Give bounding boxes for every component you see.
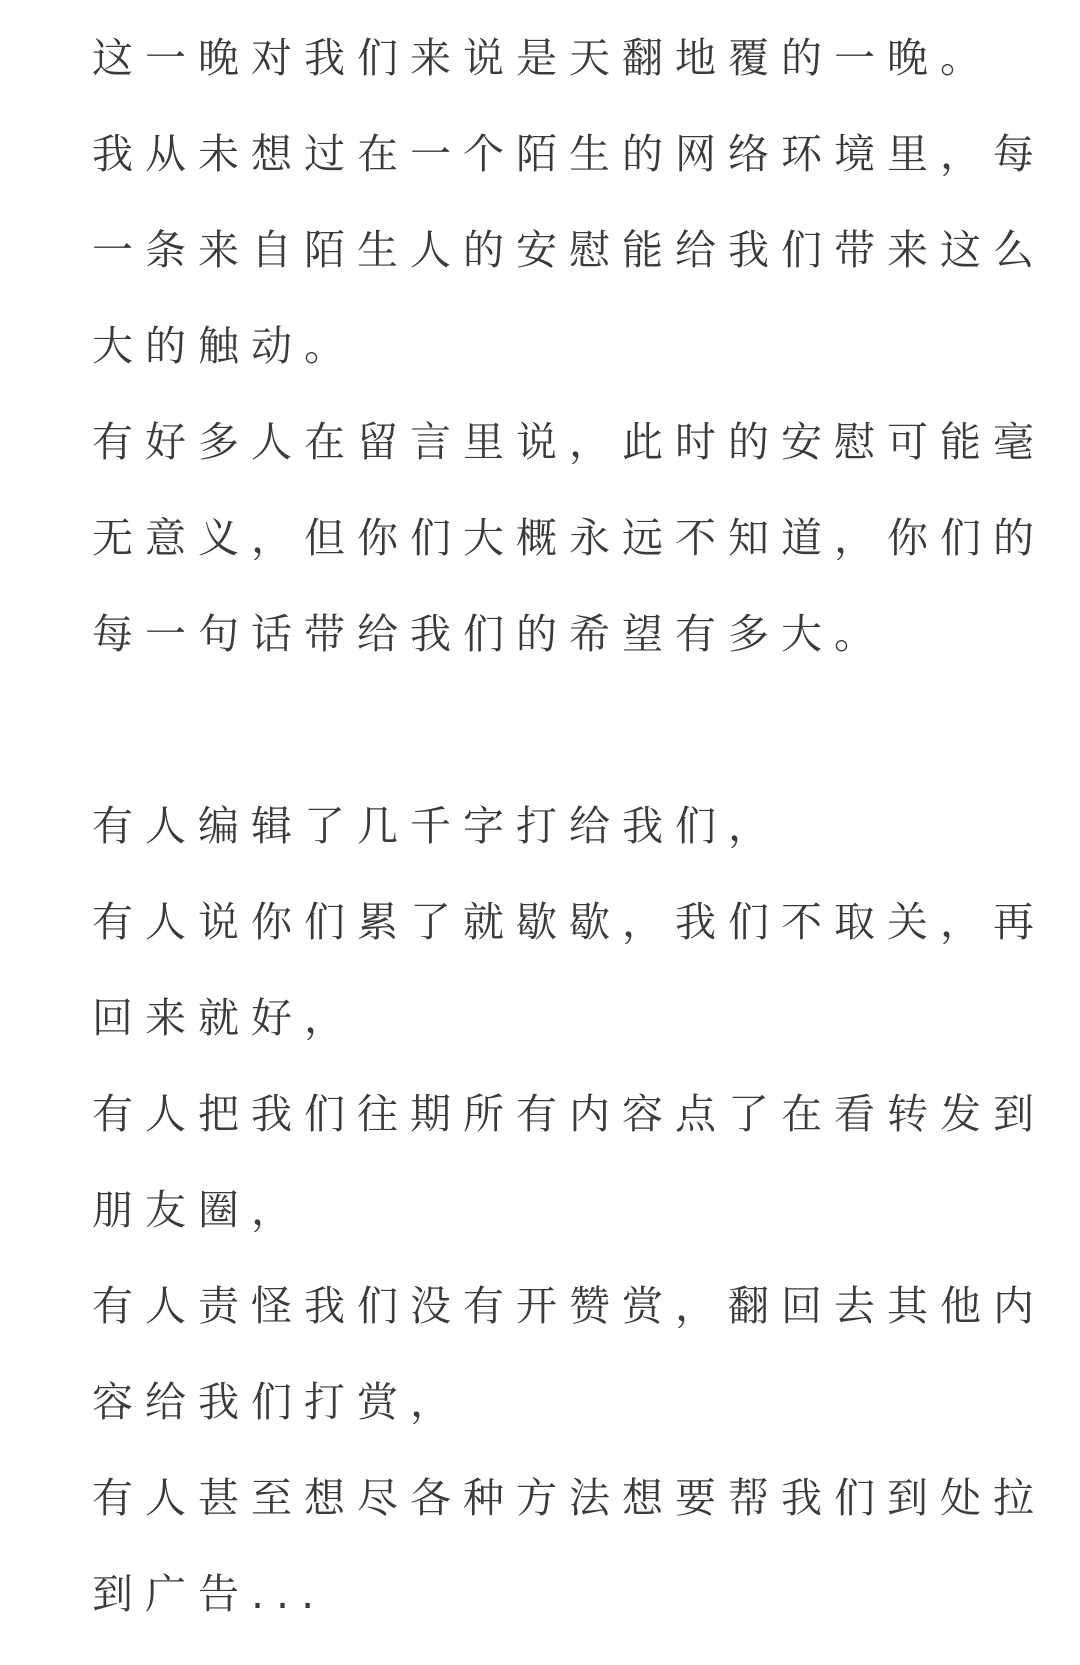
article-line: 有人责怪我们没有开赞赏，翻回去其他内	[92, 1282, 1046, 1330]
article-line: 一条来自陌生人的安慰能给我们带来这么	[92, 226, 1046, 274]
article-line: 我从未想过在一个陌生的网络环境里，每	[92, 130, 1046, 178]
article-body	[92, 10, 1046, 1642]
article-line: 朋友圈，	[92, 1186, 304, 1234]
article-line: 无意义，但你们大概永远不知道，你们的	[92, 514, 1046, 562]
paragraph-gap	[92, 682, 992, 778]
article-line: 大的触动。	[92, 322, 357, 370]
article-line: 这一晚对我们来说是天翻地覆的一晚。	[92, 34, 993, 82]
article-line: 有好多人在留言里说，此时的安慰可能毫	[92, 418, 1046, 466]
article-line: 有人甚至想尽各种方法想要帮我们到处拉	[92, 1474, 1046, 1522]
article-line: 有人编辑了几千字打给我们，	[92, 802, 781, 850]
article-line: 容给我们打赏，	[92, 1378, 463, 1426]
article-line: 回来就好，	[92, 994, 357, 1042]
article-line: 有人把我们往期所有内容点了在看转发到	[92, 1090, 1046, 1138]
article-line: 每一句话带给我们的希望有多大。	[92, 610, 887, 658]
article-line: 到广告...	[92, 1570, 327, 1618]
article-line: 有人说你们累了就歇歇，我们不取关，再	[92, 898, 1046, 946]
